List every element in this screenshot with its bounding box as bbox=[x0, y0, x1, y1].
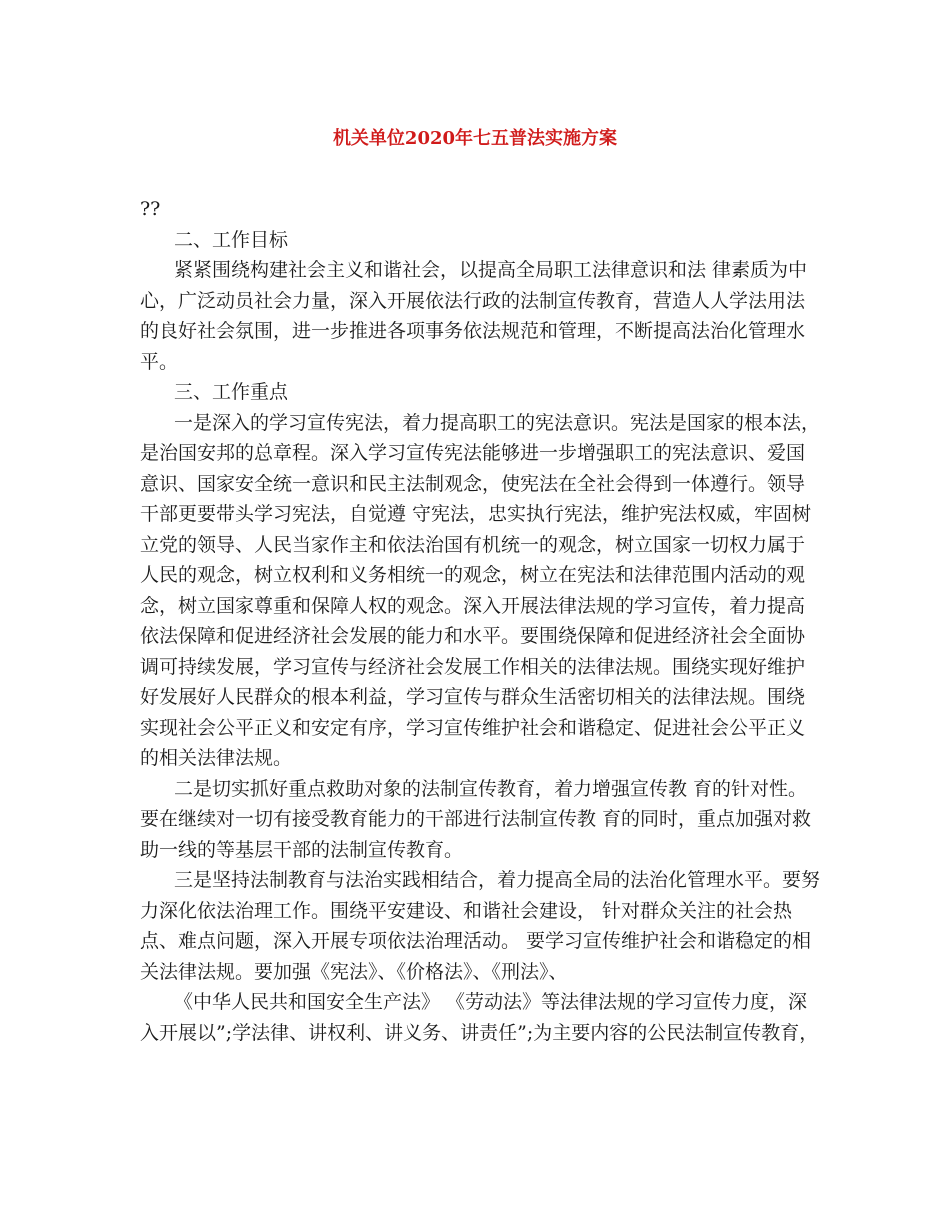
document-body bbox=[140, 194, 820, 1048]
paragraph-key-targets: 二是切实抓好重点救助对象的法制宣传教育，着力增强宣传教 育的针对性。要在继续对一切有接受教育能力的干部进行法制宣传教 育的同时，重点加强对救助一线的等基层干部的法制宣传教育。 bbox=[140, 777, 812, 861]
paragraph-practice: 三是坚持法制教育与法治实践相结合，着力提高全局的法治化管理水平。要努力深化依法治理工作。围绕平安建设、和谐社会建设， 针对群众关注的社会热点、难点问题，深入开展专项依法治理活动。 要学习宣传维护社会和谐稳定的相关法律法规。要加强《宪法》、《价格法》、《刑法》、 bbox=[140, 869, 821, 983]
paragraph-goals: 紧紧围绕构建社会主义和谐社会，以提高全局职工法律意识和法 律素质为中心，广泛动员社会力量，深入开展依法行政的法制宣传教育，营造人人学法用法的良好社会氛围，进一步推进各项事务依法规范和管理，不断提高法治化管理水平。 bbox=[140, 259, 808, 373]
placeholder-marker: ?? bbox=[140, 198, 161, 220]
section-heading-focus: 三、工作重点 bbox=[174, 381, 289, 403]
paragraph-laws: 《中华人民共和国安全生产法》 《劳动法》等法律法规的学习宣传力度，深入开展以”;学法律、讲权利、讲义务、讲责任”;为主要内容的公民法制宣传教育， bbox=[140, 991, 819, 1044]
section-heading-goals: 二、工作目标 bbox=[174, 228, 289, 251]
paragraph-constitution: 一是深入的学习宣传宪法，着力提高职工的宪法意识。宪法是国家的根本法，是治国安邦的总章程。深入学习宣传宪法能够进一步增强职工的宪法意识、爱国意识、国家安全统一意识和民主法制观念，使宪法在全社会得到一体遵行。领导干部更要带头学习宪法，自觉遵 守宪法，忠实执行宪法，维护宪法权威，牢固树立党的领导、人民当家作主和依法治国有机统一的观念，树立国家一切权力属于人民的观念，树立权利和义务相统一的观念，树立在宪法和法律范围内活动的观念，树立国家尊重和保障人权的观念。深入开展法律法规的学习宣传，着力提高依法保障和促进经济社会发展的能力和水平。要围绕保障和促进经济社会全面协调可持续发展，学习宣传与经济社会发展工作相关的法律法规。围绕实现好维护好发展好人民群众的根本利益，学习宣传与群众生活密切相关的法律法规。围绕实现社会公平正义和安定有序，学习宣传维护社会和谐稳定、促进社会公平正义的相关法律法规。 bbox=[140, 411, 821, 769]
document-title: 机关单位2020年七五普法实施方案 bbox=[332, 128, 618, 149]
